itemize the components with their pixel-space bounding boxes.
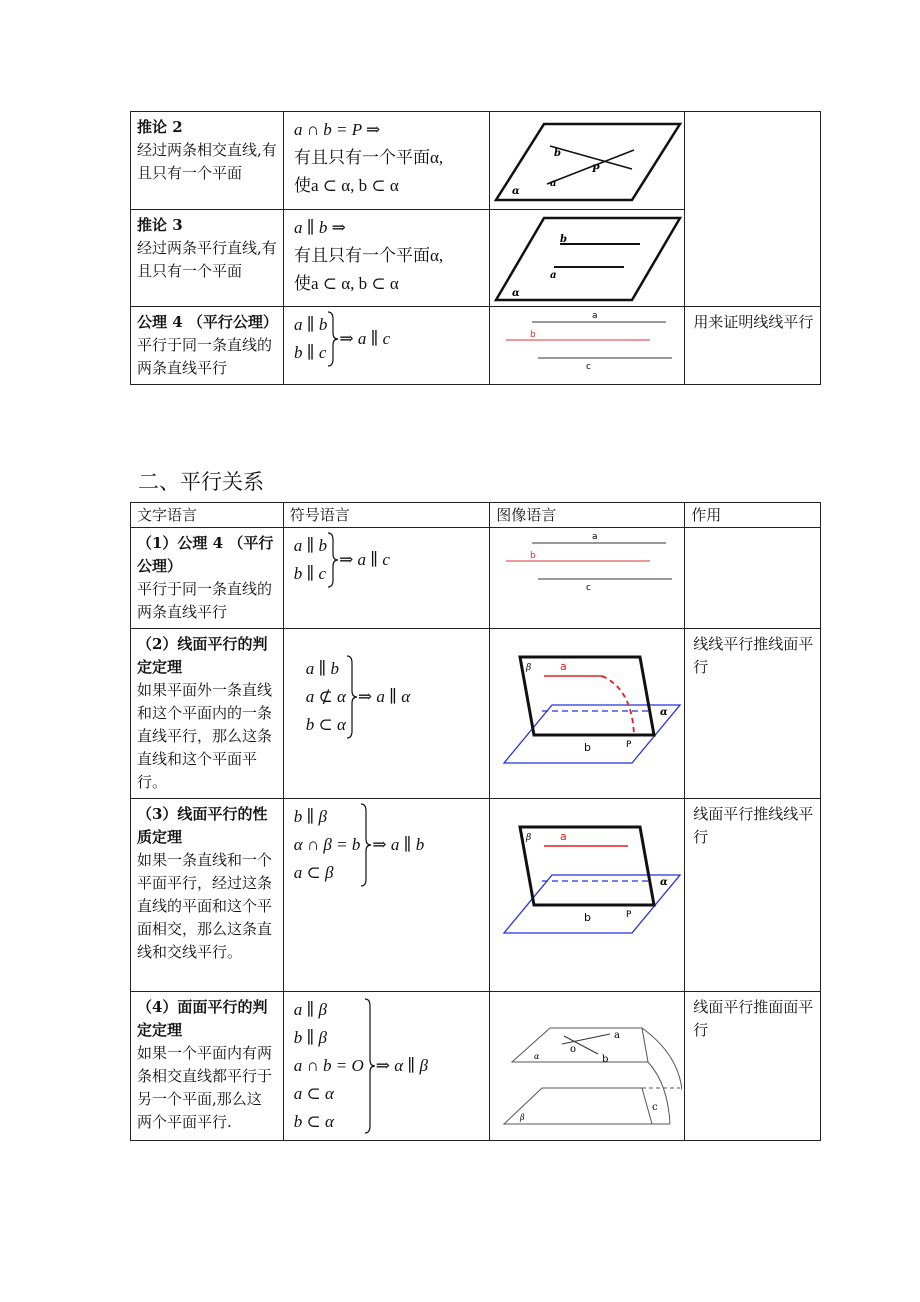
- column-header: 作用: [685, 503, 821, 528]
- sym-result: ⇒ a ∥ c: [339, 550, 390, 569]
- figure-cell: [490, 112, 685, 210]
- symbol-cell: [283, 799, 490, 992]
- row-text: 经过两条平行直线,有且只有一个平面: [137, 239, 277, 280]
- fig-label: a: [550, 270, 557, 281]
- row-title: 推论 3: [137, 216, 183, 234]
- row-text: 平行于同一条直线的两条直线平行: [137, 580, 273, 621]
- fig-label: b: [560, 234, 568, 245]
- plane-parallel-lines-figure: [492, 212, 682, 304]
- table-header-row: [131, 503, 821, 528]
- table-axioms: [130, 111, 821, 385]
- fig-label: α: [660, 877, 668, 888]
- fig-label: a: [614, 1030, 621, 1041]
- right-brace: [327, 532, 339, 588]
- sym-line: α ∩ β = b: [293, 835, 361, 854]
- sym-line: a ∥ b ⇒: [293, 218, 346, 237]
- figure-cell: [490, 992, 685, 1141]
- sym-line: a ⊂ β: [293, 863, 334, 882]
- symbol-cell: [283, 307, 489, 385]
- figure-cell: [490, 528, 685, 629]
- use-cell: [685, 112, 821, 307]
- text-cell: [131, 528, 284, 629]
- figure-cell: [490, 799, 685, 992]
- table-row: [131, 992, 821, 1141]
- fig-label: P: [626, 740, 632, 750]
- table-parallel-relations: [130, 502, 821, 1141]
- column-header: 文字语言: [131, 503, 284, 528]
- sym-line: a ∩ b = O: [293, 1056, 364, 1075]
- sym-line: a ∥ b: [293, 536, 328, 555]
- fig-label: a: [560, 830, 568, 843]
- use-text: 线面平行推线线平行: [693, 805, 814, 846]
- use-text: 线面平行推面面平行: [693, 998, 814, 1039]
- sym-result: ⇒ a ∥ b: [372, 835, 425, 854]
- sym-line: 有且只有一个平面α,: [293, 148, 444, 167]
- three-parallel-lines-figure: [492, 530, 682, 598]
- fig-label: b: [530, 551, 537, 561]
- sym-line: a ∥ b: [305, 659, 340, 678]
- row-text: 如果平面外一条直线和这个平面内的一条直线平行，那么这条直线和这个平面平行。: [137, 681, 273, 791]
- sym-line: a ⊂ α: [293, 1084, 334, 1103]
- row-title: （1）公理 4 （平行公理）: [137, 534, 274, 575]
- table-row: [131, 799, 821, 992]
- row-text: 经过两条相交直线,有且只有一个平面: [137, 141, 277, 182]
- sym-line: 使a ⊂ α, b ⊂ α: [293, 274, 399, 293]
- use-cell: [685, 992, 821, 1141]
- use-cell: [685, 307, 821, 385]
- figure-cell: [490, 629, 685, 799]
- text-cell: [131, 307, 284, 385]
- row-title: （4）面面平行的判定定理: [137, 998, 268, 1039]
- text-cell: [131, 112, 284, 210]
- column-header: 符号语言: [283, 503, 490, 528]
- fig-label: a: [592, 311, 598, 321]
- sym-result: ⇒ a ∥ c: [339, 329, 391, 348]
- symbol-cell: [283, 112, 489, 210]
- fig-label: P: [592, 164, 600, 175]
- symbol-cell: [283, 528, 490, 629]
- fig-label: c: [586, 362, 592, 372]
- row-title: （2）线面平行的判定定理: [137, 635, 268, 676]
- row-title: （3）线面平行的性质定理: [137, 805, 268, 846]
- fig-label: b: [602, 1054, 609, 1065]
- fig-label: α: [660, 707, 668, 718]
- table-row: [131, 629, 821, 799]
- text-cell: [131, 799, 284, 992]
- right-brace: [346, 655, 358, 739]
- sym-line: b ⊂ α: [305, 715, 346, 734]
- row-text: 如果一条直线和一个平面平行，经过这条直线的平面和这个平面相交，那么这条直线和交线平行。: [137, 851, 273, 961]
- symbol-cell: [283, 992, 490, 1141]
- fig-label: β: [520, 1113, 525, 1122]
- row-text: 如果一个平面内有两条相交直线都平行于另一个平面,那么这两个平面平行.: [137, 1044, 273, 1131]
- fig-label: β: [526, 663, 532, 673]
- fig-label: P: [626, 910, 632, 920]
- fig-label: a: [560, 660, 568, 673]
- symbol-cell: [283, 210, 489, 307]
- plane-intersecting-lines-figure: [492, 114, 682, 206]
- fig-label: b: [554, 148, 562, 159]
- sym-line: 使a ⊂ α, b ⊂ α: [293, 176, 399, 195]
- row-title: 推论 2: [137, 118, 183, 136]
- three-parallel-lines-figure: [492, 309, 682, 377]
- text-cell: [131, 210, 284, 307]
- fig-label: b: [584, 911, 592, 924]
- use-cell: [685, 629, 821, 799]
- text-cell: [131, 629, 284, 799]
- row-title: 公理 4 （平行公理）: [137, 313, 278, 331]
- text-cell: [131, 992, 284, 1141]
- right-brace: [327, 311, 339, 367]
- fig-label: o: [570, 1044, 577, 1055]
- sym-line: a ∥ β: [293, 1000, 328, 1019]
- row-text: 平行于同一条直线的两条直线平行: [137, 336, 273, 377]
- fig-label: α: [512, 186, 521, 197]
- fig-label: c: [586, 583, 592, 593]
- figure-cell: [490, 210, 685, 307]
- sym-line: a ∥ b: [293, 315, 328, 334]
- table-row: [131, 528, 821, 629]
- plane-plane-parallel-figure: [492, 994, 682, 1132]
- fig-label: a: [550, 178, 557, 189]
- line-plane-parallel-judgment-figure: [492, 631, 682, 771]
- symbol-cell: [283, 629, 490, 799]
- use-cell: [685, 799, 821, 992]
- column-header: 图像语言: [490, 503, 685, 528]
- sym-line: b ∥ β: [293, 807, 328, 826]
- sym-line: b ∥ β: [293, 1028, 328, 1047]
- sym-line: a ∩ b = P ⇒: [293, 120, 381, 139]
- fig-label: b: [584, 741, 592, 754]
- table-row: [131, 112, 821, 210]
- fig-label: α: [534, 1052, 540, 1061]
- right-brace: [364, 998, 376, 1134]
- fig-label: b: [530, 330, 537, 340]
- figure-cell: [490, 307, 685, 385]
- use-text: 线线平行推线面平行: [693, 635, 814, 676]
- table-row: [131, 307, 821, 385]
- fig-label: β: [526, 833, 532, 843]
- line-plane-parallel-property-figure: [492, 801, 682, 941]
- sym-line: b ⊂ α: [293, 1112, 334, 1131]
- sym-result: ⇒ a ∥ α: [357, 687, 411, 706]
- sym-result: ⇒ α ∥ β: [375, 1056, 428, 1075]
- fig-label: c: [652, 1102, 658, 1113]
- sym-line: 有且只有一个平面α,: [293, 246, 444, 265]
- fig-label: a: [592, 532, 598, 542]
- sym-line: b ∥ c: [293, 343, 327, 362]
- section-title: 二、平行关系: [138, 470, 264, 494]
- use-text: 用来证明线线平行: [693, 313, 814, 331]
- sym-line: a ⊄ α: [305, 687, 346, 706]
- right-brace: [360, 803, 372, 887]
- sym-line: b ∥ c: [293, 564, 327, 583]
- use-cell: [685, 528, 821, 629]
- fig-label: α: [512, 288, 521, 299]
